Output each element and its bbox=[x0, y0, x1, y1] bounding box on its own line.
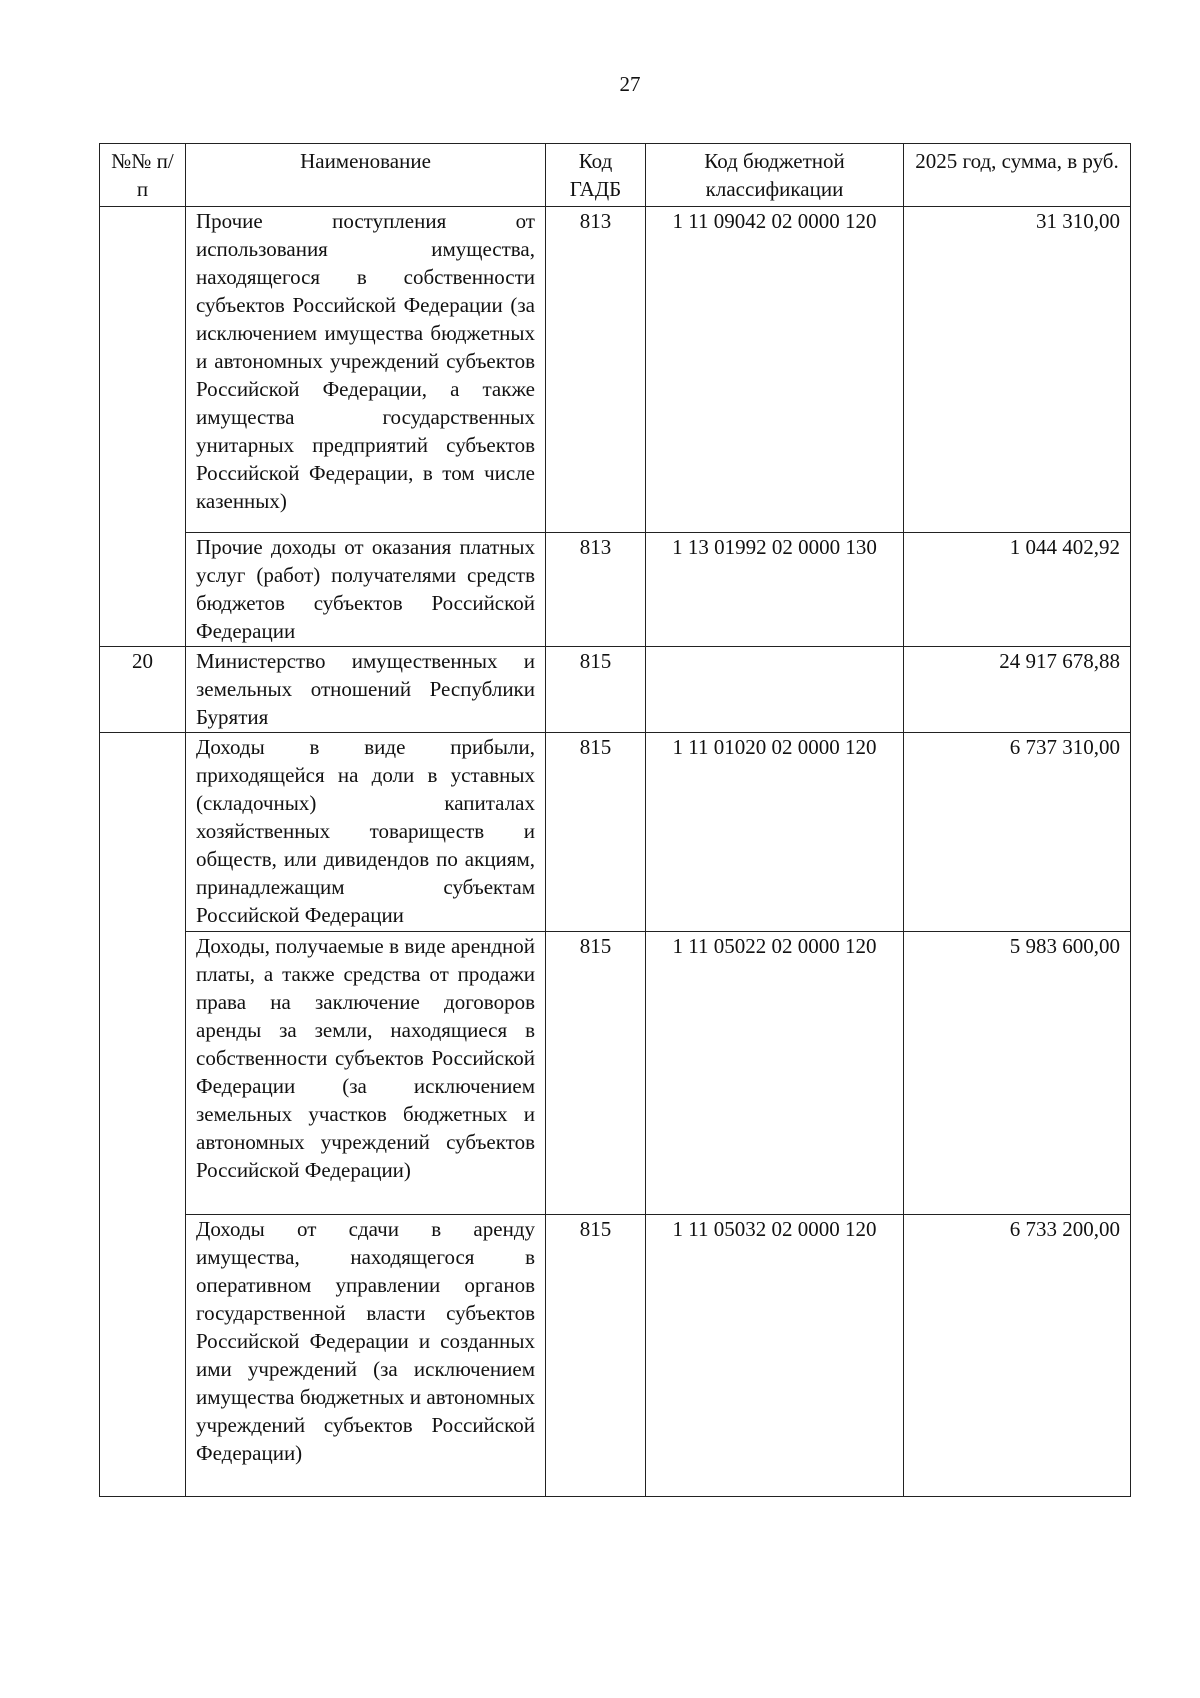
row-name: Прочие доходы от оказания платных услуг (работ) получателями средств бюджетов субъектов Российской Федерации bbox=[186, 533, 546, 647]
header-name: Наименование bbox=[186, 144, 546, 207]
row-gadb: 813 bbox=[546, 207, 646, 533]
row-name: Доходы, получаемые в виде арендной платы, а также средства от продажи права на заключение договоров аренды за земли, находящиеся в собственности субъектов Российской Федерации (за исключением земельных участков бюджетных и автономных учреждений субъектов Российской Федерации) bbox=[186, 932, 546, 1215]
row-kbk: 1 13 01992 02 0000 130 bbox=[646, 533, 904, 647]
table-row bbox=[100, 207, 1131, 533]
header-kbk: Код бюджетной классификации bbox=[646, 144, 904, 207]
row-num bbox=[100, 932, 186, 1215]
row-kbk: 1 11 05032 02 0000 120 bbox=[646, 1215, 904, 1497]
row-name: Доходы от сдачи в аренду имущества, находящегося в оперативном управлении органов государственной власти субъектов Российской Федерации и созданных ими учреждений (за исключением имущества бюджетных и автономных учреждений субъектов Российской Федерации) bbox=[186, 1215, 546, 1497]
table-row bbox=[100, 932, 1131, 1215]
row-name: Прочие поступления от использования имущества, находящегося в собственности субъектов Российской Федерации (за исключением имущества бюджетных и автономных учреждений субъектов Российской Федерации, а также имущества государственных унитарных предприятий субъектов Российской Федерации, в том числе казенных) bbox=[186, 207, 546, 533]
row-sum: 24 917 678,88 bbox=[904, 647, 1131, 733]
row-num bbox=[100, 1215, 186, 1497]
row-num bbox=[100, 533, 186, 647]
table-header bbox=[100, 144, 1131, 207]
row-num bbox=[100, 207, 186, 533]
row-num bbox=[100, 733, 186, 932]
row-sum: 5 983 600,00 bbox=[904, 932, 1131, 1215]
table-row bbox=[100, 647, 1131, 733]
header-gadb: Код ГАДБ bbox=[546, 144, 646, 207]
table-row bbox=[100, 733, 1131, 932]
row-sum: 6 737 310,00 bbox=[904, 733, 1131, 932]
row-gadb: 815 bbox=[546, 932, 646, 1215]
row-name: Министерство имущественных и земельных отношений Республики Бурятия bbox=[186, 647, 546, 733]
row-gadb: 813 bbox=[546, 533, 646, 647]
row-gadb: 815 bbox=[546, 733, 646, 932]
row-sum: 1 044 402,92 bbox=[904, 533, 1131, 647]
row-kbk bbox=[646, 647, 904, 733]
row-gadb: 815 bbox=[546, 1215, 646, 1497]
row-gadb: 815 bbox=[546, 647, 646, 733]
table-row bbox=[100, 1215, 1131, 1497]
row-num: 20 bbox=[100, 647, 186, 733]
row-kbk: 1 11 01020 02 0000 120 bbox=[646, 733, 904, 932]
row-sum: 6 733 200,00 bbox=[904, 1215, 1131, 1497]
row-sum: 31 310,00 bbox=[904, 207, 1131, 533]
header-num: №№ п/п bbox=[100, 144, 186, 207]
page-number: 27 bbox=[619, 72, 641, 96]
table-row bbox=[100, 533, 1131, 647]
row-kbk: 1 11 05022 02 0000 120 bbox=[646, 932, 904, 1215]
budget-table bbox=[99, 143, 1131, 1497]
header-sum: 2025 год, сумма, в руб. bbox=[904, 144, 1131, 207]
table-body bbox=[100, 207, 1131, 1497]
row-kbk: 1 11 09042 02 0000 120 bbox=[646, 207, 904, 533]
row-name: Доходы в виде прибыли, приходящейся на доли в уставных (складочных) капиталах хозяйственных товариществ и обществ, или дивидендов по акциям, принадлежащим субъектам Российской Федерации bbox=[186, 733, 546, 932]
